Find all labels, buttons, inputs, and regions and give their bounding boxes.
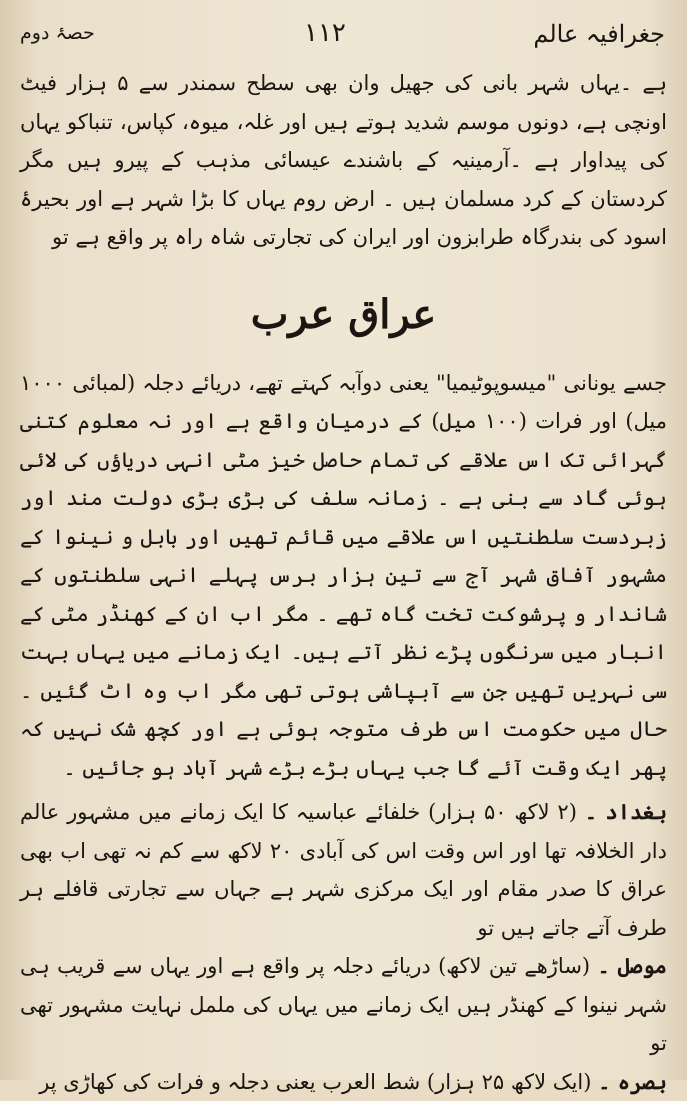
section-armenia-text xyxy=(14,64,673,257)
baghdad-lead: بغداد ۔ xyxy=(585,799,667,824)
paragraph-baghdad xyxy=(20,793,667,947)
paragraph-iraq-intro: جسے یونانی "میسوپوٹیمیا" یعنی دوآبہ کہتے تھے، دریائے دجلہ (لمبائی ۱۰۰۰ میل) اور فرات (۱۰۰ میل) کے درمیان واقع ہے اور نہ معلوم کتنی گہرائی تک اس علاقے کی تمام حاصل خیز مٹی انہی دریاؤں کی لائی ہوئی گاد سے بنی ہے ۔ زمانہ سلف کی بڑی بڑی دولت مند اور زبردست سلطنتیں اس علاقے میں قائم تھیں اور بابل و نینوا کے مشہور آفاق شہر آج سے تین ہزار برس پہلے انہی سلطنتوں کے شاندار و پرشوکت تخت گاہ تھے ۔ مگر اب ان کے کھنڈر مٹی کے انبار میں سرنگوں پڑے نظر آتے ہیں۔ ایک زمانے میں یہاں بہت سی نہریں تھیں جن سے آبپاشی ہوتی تھی مگر اب وہ اٹ گئیں ۔حال میں حکومت اس طرف متوجہ ہوئی ہے اور کچھ شک نہیں کہ پھر ایک وقت آئے گا جب یہاں بڑے بڑے شہر آباد ہو جائیں ۔ xyxy=(20,364,667,788)
basra-text: (ایک لاکھ ۲۵ ہزار) شط العرب یعنی دجلہ و فرات کی کھاڑی پر xyxy=(39,1070,591,1094)
mosul-lead: موصل ۔ xyxy=(597,953,667,978)
paragraph-mosul xyxy=(20,947,667,1063)
section-iraq-text xyxy=(14,364,673,1101)
book-title: جغرافیہ عالم xyxy=(533,20,665,48)
paragraph-armenia: ہے ۔یہاں شہر بانی کی جھیل وان بھی سطح سمندر سے ۵ ہزار فیٹ اونچی ہے، دونوں موسم شدید ہوتے ہیں اور غلہ، میوہ، کپاس، تنباکو یہاں کی پیداوار ہے ۔آرمینیہ کے باشندے عیسائی مذہب کے پیرو ہیں مگر کردستان کے کرد مسلمان ہیں ۔ ارض روم یہاں کا بڑا شہر ہے اور بحیرۂ اسود کی بندرگاہ طرابزون اور ایران کی تجارتی شاہ راہ پر واقع ہے تو xyxy=(20,64,667,257)
part-label: حصۂ دوم xyxy=(20,22,95,44)
paragraph-basra xyxy=(20,1063,667,1101)
basra-lead: بصرہ ۔ xyxy=(598,1069,667,1094)
page-header xyxy=(14,18,673,64)
mosul-text: (ساڑھے تین لاکھ) دریائے دجلہ پر واقع ہے اور یہاں سے قریب ہی شہر نینوا کے کھنڈر ہیں ایک زمانے میں یہاں کی ململ نہایت مشہور تھی تو xyxy=(20,954,667,1055)
section-heading-iraq: عراق عرب xyxy=(14,291,673,338)
page-number: ۱۱۲ xyxy=(304,18,346,48)
baghdad-text: (۲ لاکھ ۵۰ ہزار) خلفائے عباسیہ کا ایک زمانے میں مشہور عالم دار الخلافہ تھا اور اس وقت اس کی آبادی ۲۰ لاکھ سے کم نہ تھی اب بھی عراق کا صدر مقام اور ایک مرکزی شہر ہے جہاں سے تجارتی قافلے ہر طرف آتے جاتے ہیں تو xyxy=(20,800,667,940)
